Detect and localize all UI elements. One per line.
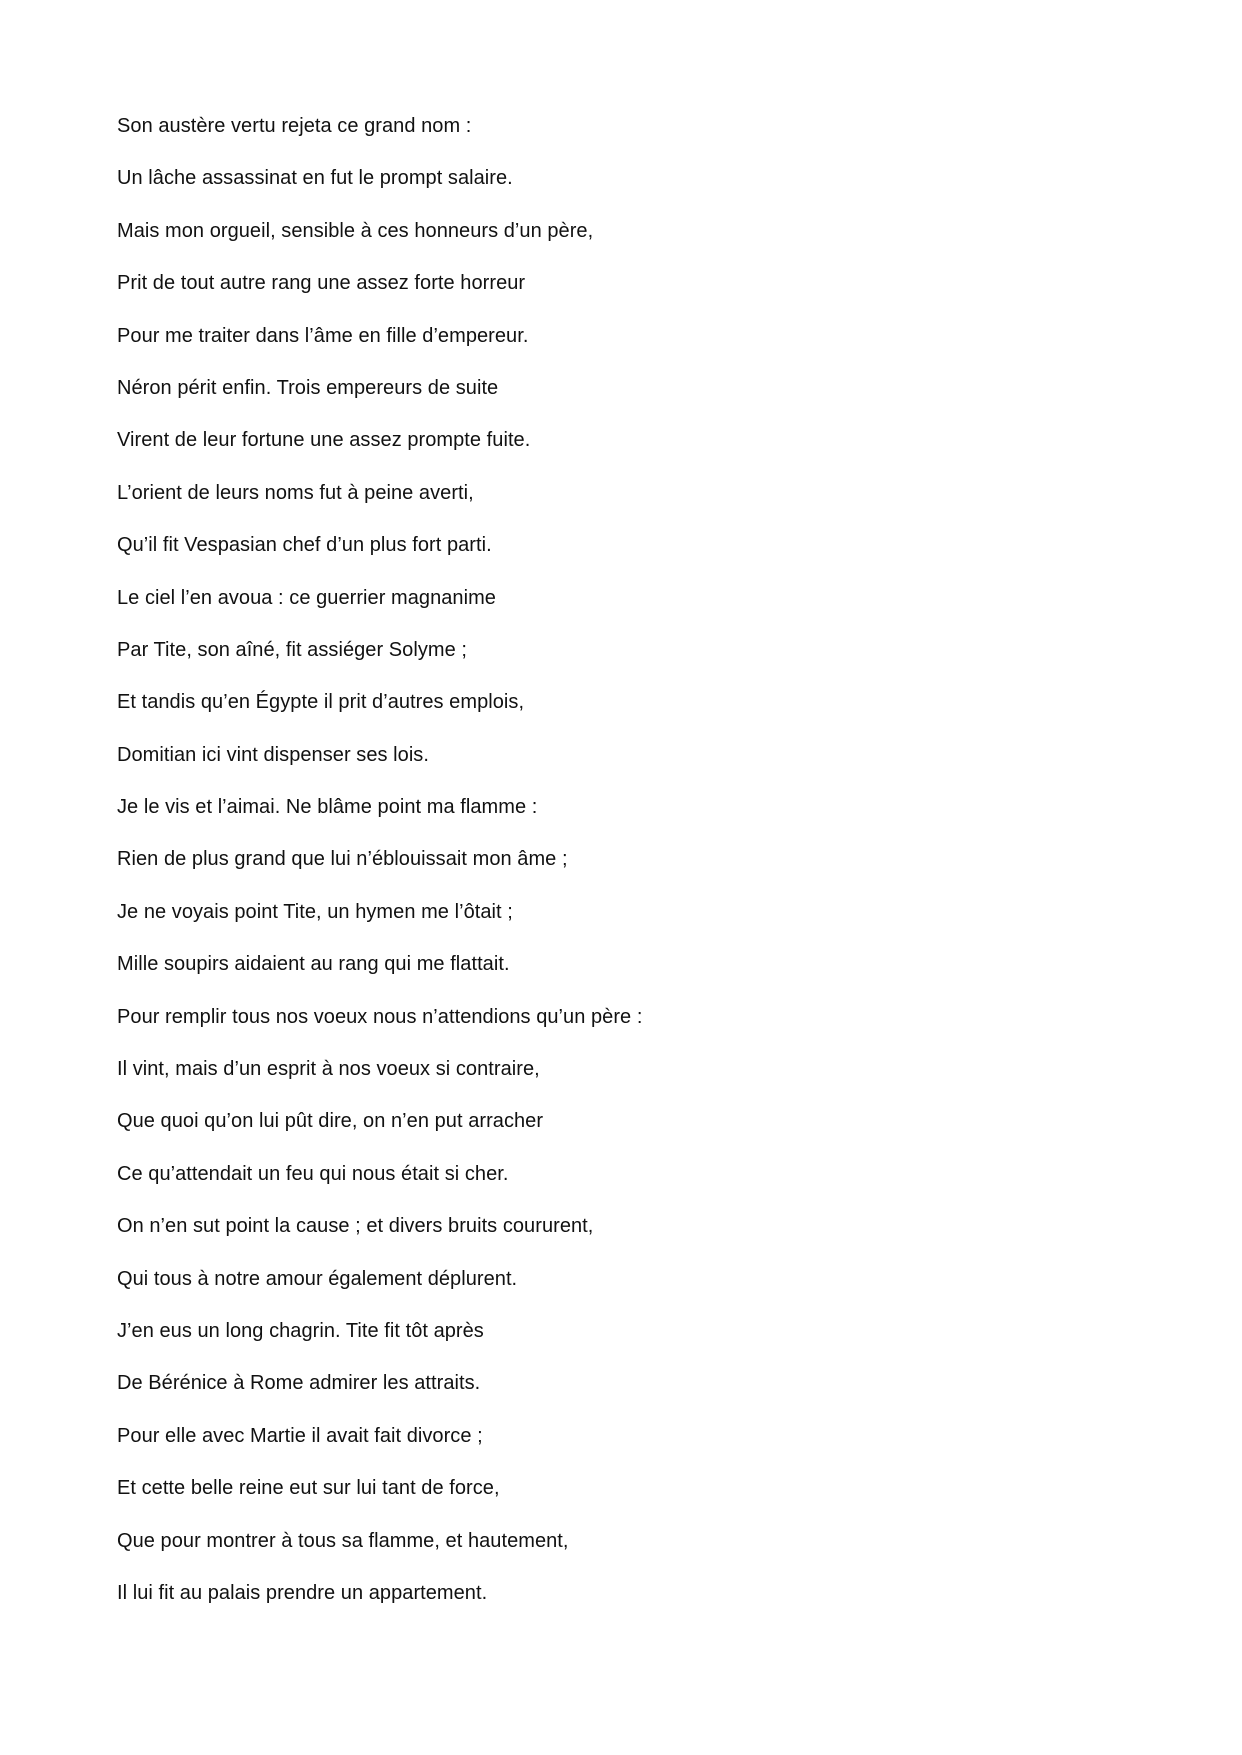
verse-line: Son austère vertu rejeta ce grand nom : [117, 115, 472, 137]
verse-line: Que quoi qu’on lui pût dire, on n’en put arracher [117, 1110, 544, 1133]
verse-line: Mille soupirs aidaient au rang qui me flattait. [117, 953, 510, 976]
verse-line: Pour me traiter dans l’âme en fille d’empereur. [117, 324, 529, 347]
verse-line: Qui tous à notre amour également déplurent. [117, 1267, 518, 1290]
verse-line: Que pour montrer à tous sa flamme, et hautement, [117, 1529, 569, 1552]
verse-line: Rien de plus grand que lui n’éblouissait mon âme ; [117, 848, 568, 871]
verse-line: Je ne voyais point Tite, un hymen me l’ôtait ; [117, 900, 513, 923]
verse-line: Néron périt enfin. Trois empereurs de suite [117, 376, 499, 399]
verse-line: De Bérénice à Rome admirer les attraits. [117, 1372, 481, 1395]
verse-line: Prit de tout autre rang une assez forte horreur [117, 272, 526, 295]
verse-line: Virent de leur fortune une assez prompte fuite. [117, 429, 531, 452]
verse-line: Pour remplir tous nos voeux nous n’attendions qu’un père : [117, 1005, 643, 1028]
verse-line: Et tandis qu’en Égypte il prit d’autres emplois, [117, 691, 525, 714]
verse-line: J’en eus un long chagrin. Tite fit tôt après [117, 1319, 484, 1342]
verse-line: L’orient de leurs noms fut à peine averti, [117, 481, 474, 504]
verse-line: Mais mon orgueil, sensible à ces honneurs d’un père, [117, 219, 594, 242]
verse-line: On n’en sut point la cause ; et divers bruits coururent, [117, 1215, 594, 1238]
verse-line: Un lâche assassinat en fut le prompt salaire. [117, 167, 513, 190]
verse-line: Et cette belle reine eut sur lui tant de force, [117, 1477, 500, 1500]
verse-list [117, 110, 642, 1629]
verse-line: Il vint, mais d’un esprit à nos voeux si contraire, [117, 1058, 540, 1081]
verse-line: Par Tite, son aîné, fit assiéger Solyme ; [117, 638, 467, 661]
verse-line: Domitian ici vint dispenser ses lois. [117, 743, 429, 766]
verse-line: Ce qu’attendait un feu qui nous était si cher. [117, 1162, 509, 1185]
verse-line: Qu’il fit Vespasian chef d’un plus fort parti. [117, 534, 492, 557]
verse-line: Il lui fit au palais prendre un appartement. [117, 1581, 488, 1604]
verse-line: Pour elle avec Martie il avait fait divorce ; [117, 1424, 483, 1447]
verse-line: Le ciel l’en avoua : ce guerrier magnanime [117, 586, 496, 609]
verse-line: Je le vis et l’aimai. Ne blâme point ma flamme : [117, 796, 538, 819]
